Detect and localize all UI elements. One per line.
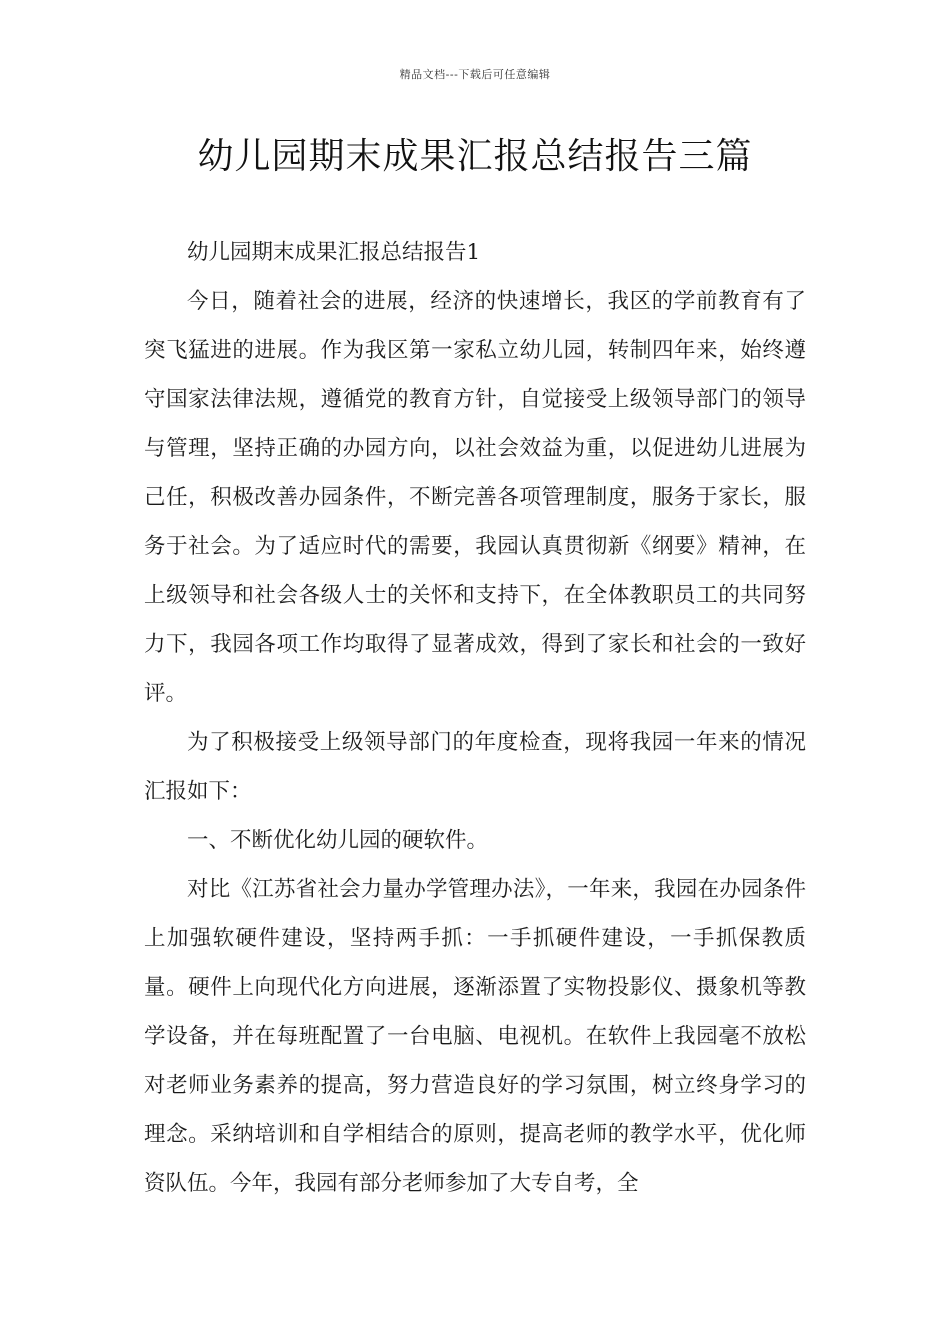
paragraph: 为了积极接受上级领导部门的年度检查，现将我园一年来的情况汇报如下：	[144, 730, 806, 804]
paragraph: 今日，随着社会的进展，经济的快速增长，我区的学前教育有了突飞猛进的进展。作为我区第一家私立幼儿园，转制四年来，始终遵守国家法律法规，遵循党的教育方针，自觉接受上级领导部门的领导与管理，坚持正确的办园方向，以社会效益为重，以促进幼儿进展为己任，积极改善办园条件，不断完善各项管理制度，服务于家长，服务于社会。为了适应时代的需要，我园认真贯彻新《纲要》精神，在上级领导和社会各级人士的关怀和支持下，在全体教职员工的共同努力下，我园各项工作均取得了显著成效，得到了家长和社会的一致好评。	[144, 289, 806, 706]
subsection-heading: 一、不断优化幼儿园的硬软件。	[187, 828, 489, 853]
document-body	[144, 228, 806, 1208]
paragraph: 对比《江苏省社会力量办学管理办法》，一年来，我园在办园条件上加强软硬件建设，坚持两手抓：一手抓硬件建设，一手抓保教质量。硬件上向现代化方向进展，逐渐添置了实物投影仪、摄象机等教学设备，并在每班配置了一台电脑、电视机。在软件上我园毫不放松对老师业务素养的提高，努力营造良好的学习氛围，树立终身学习的理念。采纳培训和自学相结合的原则，提高老师的教学水平，优化师资队伍。今年，我园有部分老师参加了大专自考，全	[144, 877, 806, 1196]
section-heading: 幼儿园期末成果汇报总结报告1	[187, 240, 481, 265]
document-title: 幼儿园期末成果汇报总结报告三篇	[197, 136, 753, 177]
header-note: 精品文档---下载后可任意编辑	[399, 68, 551, 81]
